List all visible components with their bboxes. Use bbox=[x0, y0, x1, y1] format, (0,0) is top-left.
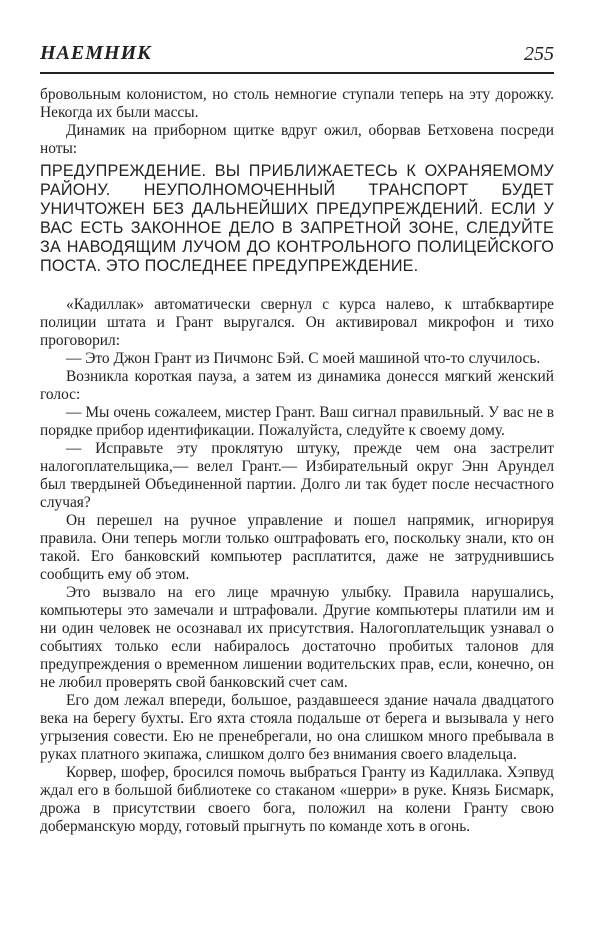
speaker-warning: ПРЕДУПРЕЖДЕНИЕ. ВЫ ПРИБЛИЖАЕТЕСЬ К ОХРАНЯЕМОМУ РАЙОНУ. НЕУПОЛНОМОЧЕННЫЙ ТРАНСПОРТ БУДЕТ УНИЧТОЖЕН БЕЗ ДАЛЬНЕЙШИХ ПРЕДУПРЕЖДЕНИЙ. ЕСЛИ У ВАС ЕСТЬ ЗАКОННОЕ ДЕЛО В ЗАПРЕТНОЙ ЗОНЕ, СЛЕДУЙТЕ ЗА НАВОДЯЩИМ ЛУЧОМ ДО КОНТРОЛЬНОГО ПОЛИЦЕЙСКОГО ПОСТА. ЭТО ПОСЛЕДНЕЕ ПРЕДУПРЕЖДЕНИЕ. bbox=[40, 162, 554, 275]
paragraph: Его дом лежал впереди, большое, раздавшееся здание начала двадцатого века на берегу бухты. Его яхта стояла подальше от берега и вызывала у него угрызения совести. Ею не пренебрегали, но она слишком много пребывала в руках платного экипажа, слишком долго без внимания своего владельца. bbox=[40, 692, 554, 763]
running-title: НАЕМНИК bbox=[40, 42, 152, 64]
page-header bbox=[40, 42, 554, 74]
paragraph: «Кадиллак» автоматически свернул с курса налево, к штабквартире полиции штата и Грант выругался. Он активировал микрофон и тихо проговорил: bbox=[40, 296, 554, 349]
paragraph: — Это Джон Грант из Пичмонс Бэй. С моей машиной что-то случилось. bbox=[66, 350, 541, 367]
paragraph: Он перешел на ручное управление и пошел напрямик, игнорируя правила. Они теперь могли только оштрафовать его, поскольку знали, кто он такой. Его банковский компьютер расплатится, даже не затруднившись сообщить ему об этом. bbox=[40, 512, 554, 583]
paragraph: Динамик на приборном щитке вдруг ожил, оборвав Бетховена посреди ноты: bbox=[40, 122, 554, 157]
body-text bbox=[40, 86, 554, 836]
paragraph: Возникла короткая пауза, а затем из динамика донесся мягкий женский голос: bbox=[40, 368, 554, 403]
paragraph: бровольным колонистом, но столь немногие ступали теперь на эту дорожку. Некогда их были массы. bbox=[40, 86, 554, 121]
paragraph: — Мы очень сожалеем, мистер Грант. Ваш сигнал правильный. У вас не в порядке прибор идентификации. Пожалуйста, следуйте к своему дому. bbox=[40, 404, 554, 439]
paragraph: Корвер, шофер, бросился помочь выбраться Гранту из Кадиллака. Хэпвуд ждал его в большой библиотеке со стаканом «шерри» в руке. Князь Бисмарк, дрожа в присутствии своего бога, положил на колени Гранту свою доберманскую морду, готовый прыгнуть по команде хоть в огонь. bbox=[40, 764, 554, 835]
section-gap bbox=[40, 276, 554, 296]
page-number: 255 bbox=[524, 43, 554, 65]
paragraph: — Исправьте эту проклятую штуку, прежде чем она застрелит налогоплательщика,— велел Грант.— Избирательный округ Энн Арундел был твердыней Объединенной партии. Долго ли так будет после несчастного случая? bbox=[40, 440, 554, 511]
paragraph: Это вызвало на его лице мрачную улыбку. Правила нарушались, компьютеры это замечали и штрафовали. Другие компьютеры платили им и ни один человек не осознавал их присутствия. Налогоплательщик узнавал о событиях только если набиралось достаточно пробитых талонов для предупреждения о временном лишении водительских прав, если, конечно, он не любил проверять свой банковский счет сам. bbox=[40, 584, 554, 691]
